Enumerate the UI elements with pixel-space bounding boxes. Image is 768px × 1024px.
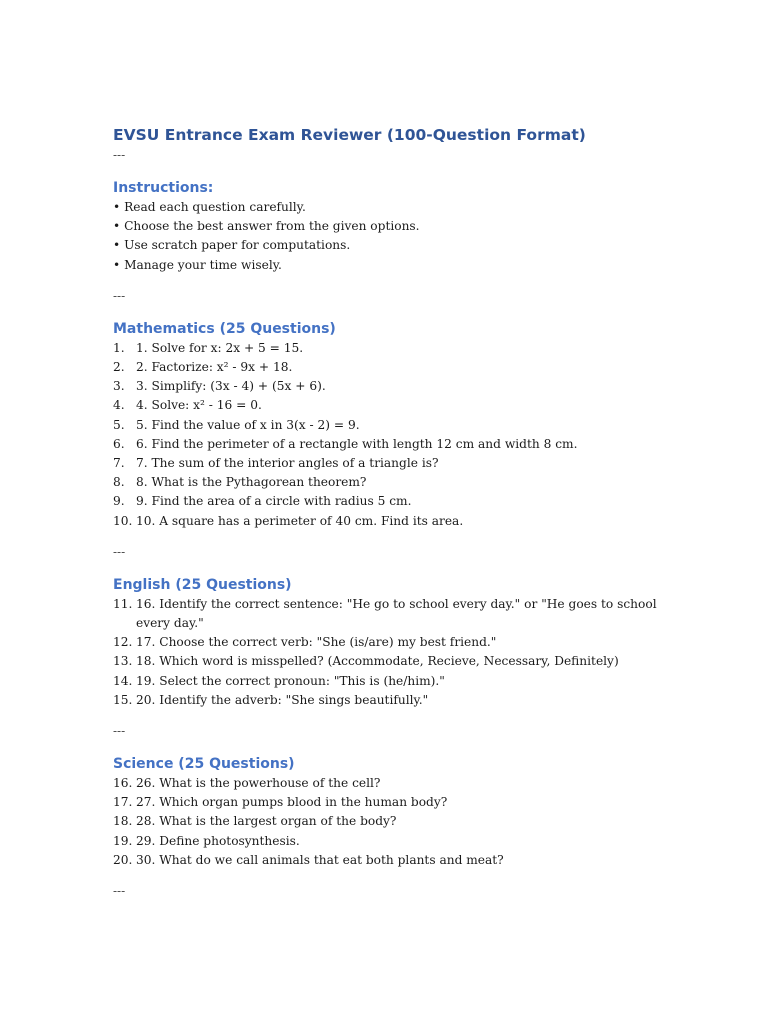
question-text: 17. Choose the correct verb: "She (is/are) my best friend." [136,635,497,650]
question-text: 18. Which word is misspelled? (Accommodate, Recieve, Necessary, Definitely) [136,654,619,669]
separator: --- [113,148,126,162]
question-item [113,416,673,435]
question-number: 9. [113,494,125,509]
science-heading: Science (25 Questions) [113,756,295,773]
mathematics-question-list [113,339,673,531]
question-number: 5. [113,417,125,432]
question-text: 28. What is the largest organ of the body? [136,814,397,829]
question-text: 19. Select the correct pronoun: "This is (he/him)." [136,673,445,688]
question-text: 10. A square has a perimeter of 40 cm. Find its area. [136,513,464,528]
question-item [113,672,673,691]
question-number: 12. [113,635,133,650]
instruction-item: • Use scratch paper for computations. [113,238,351,253]
question-item [113,512,673,531]
question-number: 18. [113,814,133,829]
instruction-item: • Manage your time wisely. [113,257,282,272]
question-number: 8. [113,475,125,490]
question-item [113,774,673,793]
question-item [113,473,673,492]
separator: --- [113,884,126,899]
question-item [113,358,673,377]
instruction-item: • Read each question carefully. [113,200,306,214]
question-text: 30. What do we call animals that eat both plants and meat? [136,852,504,867]
question-number: 1. [113,340,125,355]
question-item [113,851,673,870]
science-question-list [113,774,673,870]
question-item [113,435,673,454]
question-number: 11. [113,596,133,611]
question-number: 10. [113,513,133,528]
question-item [113,691,673,710]
question-text: 6. Find the perimeter of a rectangle with length 12 cm and width 8 cm. [136,436,578,451]
separator: --- [113,724,126,739]
question-number: 20. [113,852,133,867]
question-item [113,793,673,812]
question-item [113,832,673,851]
separator: --- [113,288,126,303]
question-item [113,492,673,511]
question-item [113,652,673,671]
question-number: 3. [113,379,125,394]
question-item [113,454,673,473]
question-text: 26. What is the powerhouse of the cell? [136,776,381,791]
question-item [113,595,673,633]
question-number: 16. [113,776,133,791]
document-page [113,124,673,900]
question-item [113,633,673,652]
instruction-item: • Choose the best answer from the given options. [113,219,420,234]
question-number: 19. [113,833,133,848]
question-text: 16. Identify the correct sentence: "He go to school every day." or "He goes to school every day." [136,596,657,631]
science-section [113,754,673,870]
question-text: 9. Find the area of a circle with radius 5 cm. [136,494,412,509]
question-item [113,339,673,358]
question-number: 15. [113,692,133,707]
english-heading: English (25 Questions) [113,576,292,593]
separator: --- [113,544,126,559]
question-text: 2. Factorize: x² - 9x + 18. [136,360,293,375]
question-number: 4. [113,398,125,413]
question-text: 7. The sum of the interior angles of a triangle is? [136,456,439,471]
question-text: 29. Define photosynthesis. [136,833,300,848]
mathematics-heading: Mathematics (25 Questions) [113,320,336,337]
question-number: 14. [113,673,133,688]
question-text: 3. Simplify: (3x - 4) + (5x + 6). [136,379,326,394]
question-item [113,377,673,396]
question-item [113,396,673,415]
question-text: 27. Which organ pumps blood in the human body? [136,795,448,810]
question-number: 7. [113,456,125,471]
english-question-list [113,595,673,710]
mathematics-section [113,319,673,531]
document-title: EVSU Entrance Exam Reviewer (100-Question Format) [113,126,586,144]
question-number: 2. [113,360,125,375]
instructions-list [113,198,673,275]
instructions-heading: Instructions: [113,180,214,196]
question-text: 8. What is the Pythagorean theorem? [136,475,367,490]
question-number: 17. [113,795,133,810]
question-item [113,812,673,831]
question-number: 13. [113,654,133,669]
question-text: 4. Solve: x² - 16 = 0. [136,398,262,413]
question-text: 1. Solve for x: 2x + 5 = 15. [136,340,304,355]
english-section [113,575,673,710]
question-text: 5. Find the value of x in 3(x - 2) = 9. [136,417,360,432]
instructions-section [113,178,673,275]
question-number: 6. [113,436,125,451]
question-text: 20. Identify the adverb: "She sings beautifully." [136,692,429,707]
